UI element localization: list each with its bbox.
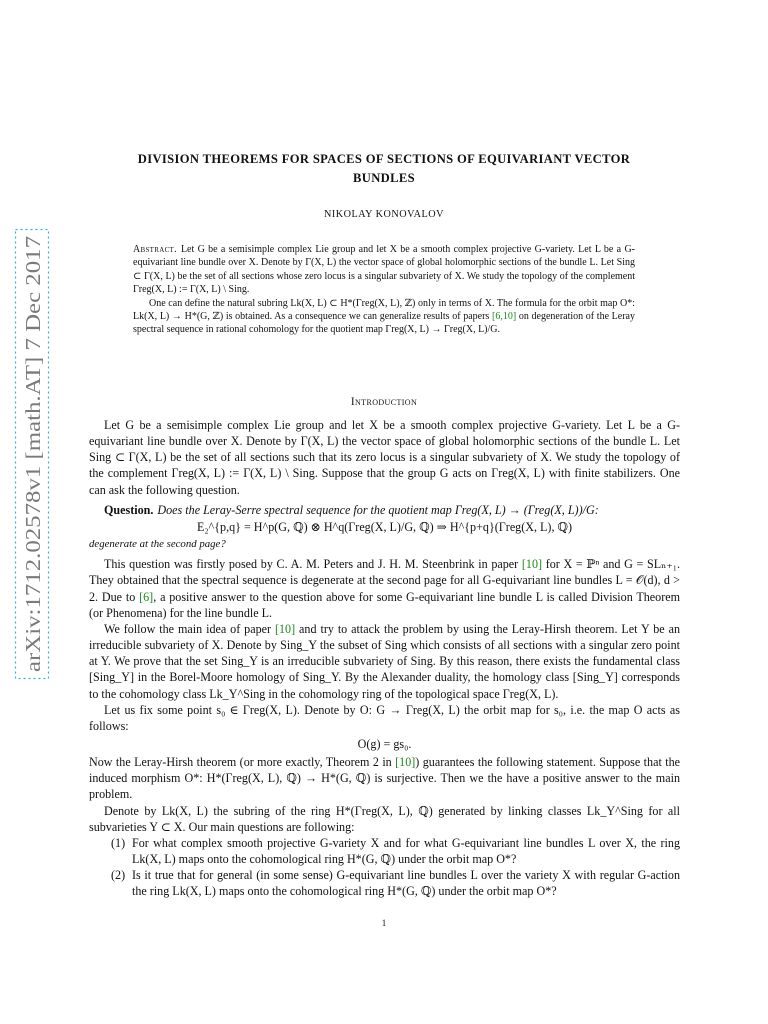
question-statement [89,502,680,518]
list-item [89,867,680,899]
abstract-text-2a: One can define the natural subring Lk(X, L) ⊂ H*(Γreg(X, L), ℤ) only in terms of X. The formula for the orbit map O*: Lk(X, L) → H*(G, ℤ) is obtained. As a consequence we can generalize results of papers [133,297,635,323]
intro-paragraph-3 [89,621,680,702]
section-heading-introduction: Introduction [350,396,418,408]
p2-text-b: for X = ℙⁿ and G = SLₙ₊₁. They obtained that the spectral sequence is degenerate at the second page for all G-equivariant line bundles L = 𝒪(d), d > 2. Due to [89,557,680,604]
intro-paragraph-6: Denote by Lk(X, L) the subring of the ring H*(Γreg(X, L), ℚ) generated by linking classes Lk_Y^Sing for all subvarieties Y ⊂ X. Our main questions are following: [89,803,680,834]
list-item-number: (2) [111,868,126,883]
questions-list [89,835,680,900]
intro-paragraph-4: Let us fix some point s₀ ∈ Γreg(X, L). Denote by O: G → Γreg(X, L) the orbit map for s₀, i.e. the map O acts as follows: [89,702,680,733]
paper-title [88,150,680,188]
intro-paragraph-5 [89,754,680,802]
abstract [133,243,635,337]
p5-text-a: Now the Leray-Hirsh theorem (or more exactly, Theorem 2 in [89,755,396,770]
orbit-map-equation: O(g) = gs₀. [357,736,412,751]
citation-link[interactable]: [10] [521,557,543,572]
abstract-paragraph-1 [133,243,635,297]
p3-text-a: We follow the main idea of paper [104,621,275,636]
title-line-1: DIVISION THEOREMS FOR SPACES OF SECTIONS OF EQUIVARIANT VECTOR [137,152,631,166]
abstract-text-2b: on degeneration of the Leray spectral sequence in rational cohomology for the quotient map Γreg(X, L) → Γreg(X, L)/G. [133,311,636,336]
abstract-text-1: Let G be a semisimple complex Lie group and let X be a smooth complex projective G-variety. Let L be a G-equivariant line bundle over X. Denote by Γ(X, L) the vector space of global holomorphic sections of the bundle L. Let Sing ⊂ Γ(X, L) be the set of all sections whose zero locus is a singular subvariety of X. We study the topology of the complement Γreg(X, L) := Γ(X, L) \ Sing. [133,244,635,296]
list-item-text: Is it true that for general (in some sense) G-equivariant line bundles L over the variety X with regular G-action the ring Lk(X, L) maps onto the cohomological ring H*(G, ℚ) under the orbit map O*? [132,868,680,899]
arxiv-identifier: arXiv:1712.02578v1 [math.AT] 7 Dec 2017 [21,303,45,672]
question-end: degenerate at the second page? [89,538,226,551]
list-item-text: For what complex smooth projective G-variety X and for what G-equivariant line bundles L over X, the ring Lk(X, L) maps onto the cohomological ring H*(G, ℚ) under the orbit map O*? [132,835,680,867]
citation-link[interactable]: [10] [274,621,296,636]
intro-paragraph-1: Let G be a semisimple complex Lie group and let X be a smooth complex projective G-variety. Let L be a G-equivariant line bundle over X. Denote by Γ(X, L) the vector space of global holomorphic sections of the bundle L. Let Sing ⊂ Γ(X, L) be the set of all sections such that its zero locus is a singular subvariety of X. We study the topology of the complement Γreg(X, L) := Γ(X, L) \ Sing. Suppose that the group G acts on Γreg(X, L) with finite stabilizers. One can ask the following question. [89,418,680,497]
citation-link[interactable]: [6,10] [492,311,517,323]
author-name: NIKOLAY KONOVALOV [324,209,444,220]
title-line-2: BUNDLES [353,171,415,185]
p3-text-b: and try to attack the problem by using the Leray-Hirsh theorem. Let Y be an irreducible subvariety of X. Denote by Sing_Y the subset of Sing which consists of all sections with a singular zero point at Y. We prove that the set Sing_Y is an irreducible subvariety of Sing. By this reason, there exists the fundamental class [Sing_Y] in the Borel-Moore homology of Sing_Y. By the Alexander duality, the homology class [Sing_Y] corresponds to the cohomology class Lk_Y^Sing in the cohomology ring of the topological space Γreg(X, L). [89,621,680,701]
question-text: Does the Leray-Serre spectral sequence for the quotient map Γreg(X, L) → (Γreg(X, L))/G: [157,502,599,517]
p2-text-a: This question was firstly posed by C. A. M. Peters and J. H. M. Steenbrink in paper [104,557,522,572]
page-number: 1 [381,918,387,928]
arxiv-stamp[interactable] [14,228,50,680]
p2-text-c: , a positive answer to the question above for some G-equivariant line bundle L is called Division Theorem (or Phenomena) for the line bundle L. [89,589,680,620]
body-text [89,417,680,900]
list-item-number: (1) [111,835,126,850]
citation-link[interactable]: [6] [139,589,154,604]
question-label: Question. [104,502,154,517]
abstract-paragraph-2 [133,297,635,337]
citation-link[interactable]: [10] [395,755,416,770]
abstract-heading: Abstract. [133,244,177,255]
spectral-sequence-equation: E₂^{p,q} = H^p(G, ℚ) ⊗ H^q(Γreg(X, L)/G, ℚ) ⇒ H^{p+q}(Γreg(X, L), ℚ) [196,519,573,534]
p5-text-b: ) guarantees the following statement. Suppose that the induced morphism O*: H*(Γreg(X, L), ℚ) → H*(G, ℚ) is surjective. Then we the have a positive answer to the main problem. [89,755,680,802]
list-item [89,835,680,867]
intro-paragraph-2 [89,556,680,621]
